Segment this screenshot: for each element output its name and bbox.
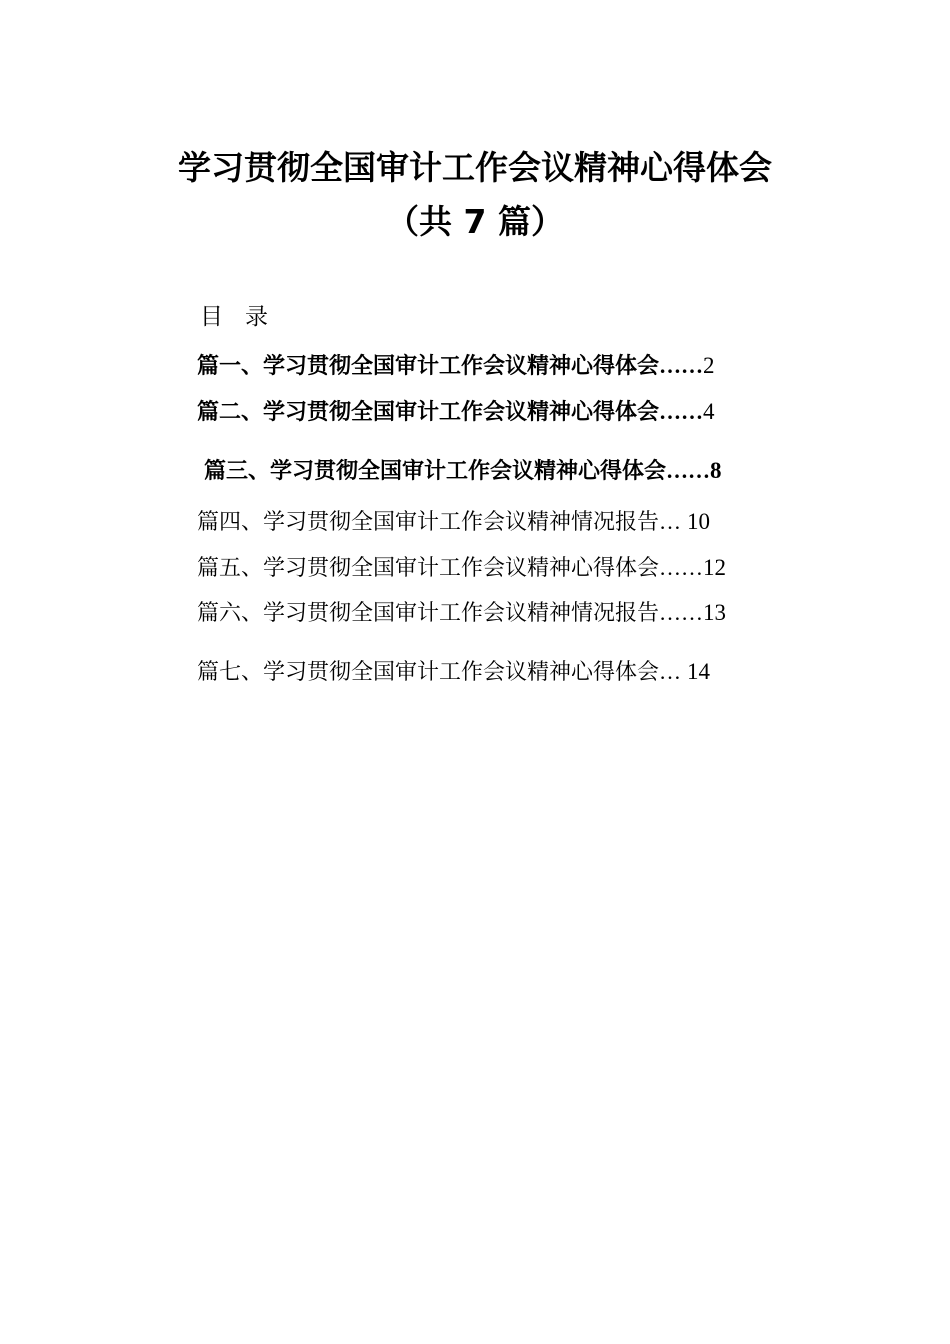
toc-entry[interactable] — [197, 552, 726, 584]
toc-entry-leader: …… — [659, 353, 704, 378]
toc-entry-leader: … — [659, 659, 682, 684]
toc-entry-title: 篇五、学习贯彻全国审计工作会议精神心得体会 — [197, 556, 660, 581]
toc-entry-page: 13 — [703, 600, 727, 625]
toc-entry[interactable] — [197, 350, 715, 382]
toc-entry[interactable] — [197, 396, 715, 428]
toc-entry-page: 4 — [703, 399, 715, 424]
toc-entry-leader: …… — [659, 399, 704, 424]
toc-entry-page: 10 — [687, 509, 711, 534]
toc-entry-title: 篇七、学习贯彻全国审计工作会议精神心得体会 — [197, 660, 660, 685]
toc-entry-title: 篇二、学习贯彻全国审计工作会议精神心得体会 — [197, 400, 660, 425]
toc-entry-leader: … — [659, 509, 682, 534]
toc-entry-title: 篇六、学习贯彻全国审计工作会议精神情况报告 — [197, 601, 660, 626]
toc-entry-page: 8 — [710, 458, 722, 483]
document-title: 学习贯彻全国审计工作会议精神心得体会 — [178, 148, 772, 187]
toc-entry-page: 14 — [687, 659, 711, 684]
document-subtitle-count: （共 7 篇） — [386, 202, 564, 241]
toc-heading: 目录 — [200, 304, 290, 330]
toc-entry-page: 2 — [703, 353, 715, 378]
toc-entry-title: 篇四、学习贯彻全国审计工作会议精神情况报告 — [197, 510, 660, 535]
toc-entry[interactable] — [197, 656, 710, 688]
toc-entry-title: 篇三、学习贯彻全国审计工作会议精神心得体会 — [204, 459, 667, 484]
toc-entry[interactable] — [204, 455, 722, 487]
toc-entry-leader: …… — [659, 555, 704, 580]
toc-entry-page: 12 — [703, 555, 727, 580]
toc-entry[interactable] — [197, 597, 726, 629]
toc-entry-leader: …… — [659, 600, 704, 625]
toc-entry[interactable] — [197, 506, 710, 538]
toc-entry-title: 篇一、学习贯彻全国审计工作会议精神心得体会 — [197, 354, 660, 379]
toc-entry-leader: …… — [666, 458, 711, 483]
